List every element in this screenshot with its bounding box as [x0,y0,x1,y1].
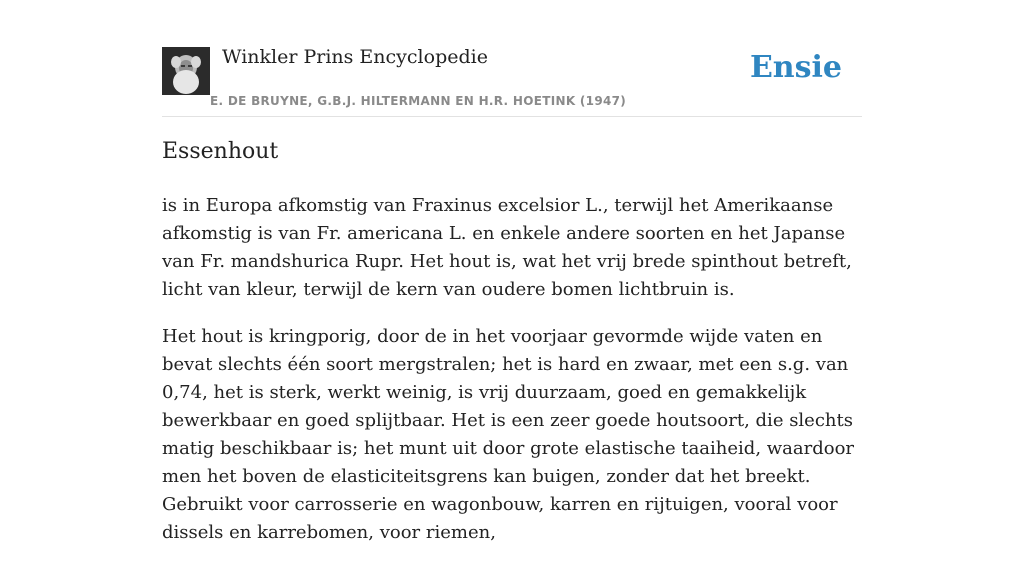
brand-logo[interactable]: Ensie [749,50,842,85]
author-portrait-icon [162,47,210,95]
article-paragraph: Het hout is kringporig, door de in het voorjaar gevormde wijde vaten en bevat slechts één soort mergstralen; het is hard en zwaar, met een s.g. van 0,74, het is sterk, werkt weinig, is vrij duurzaam, goed en gemakkelijk bewerkbaar en goed splijtbaar. Het is een zeer goede houtsoort, die slechts matig beschikbaar is; het munt uit door grote elastische taaiheid, waardoor men het boven de elasticiteitsgrens kan buigen, zonder dat het breekt. Gebruikt voor carrosserie en wagonbouw, karren en rijtuigen, vooral voor dissels en karrebomen, voor riemen, [162,326,855,543]
book-authors: E. DE BRUYNE, G.B.J. HILTERMANN EN H.R. HOETINK (1947) [210,94,627,108]
site-header [162,44,862,117]
book-title[interactable]: Winkler Prins Encyclopedie [222,46,488,68]
article-paragraph: is in Europa afkomstig van Fraxinus excelsior L., terwijl het Amerikaanse afkomstig is van Fr. americana L. en enkele andere soorten en het Japanse van Fr. mandshurica Rupr. Het hout is, wat het vrij brede spinthout betreft, licht van kleur, terwijl de kern van oudere bomen lichtbruin is. [162,195,852,300]
article-body [162,192,862,566]
entry-title: Essenhout [162,139,279,164]
